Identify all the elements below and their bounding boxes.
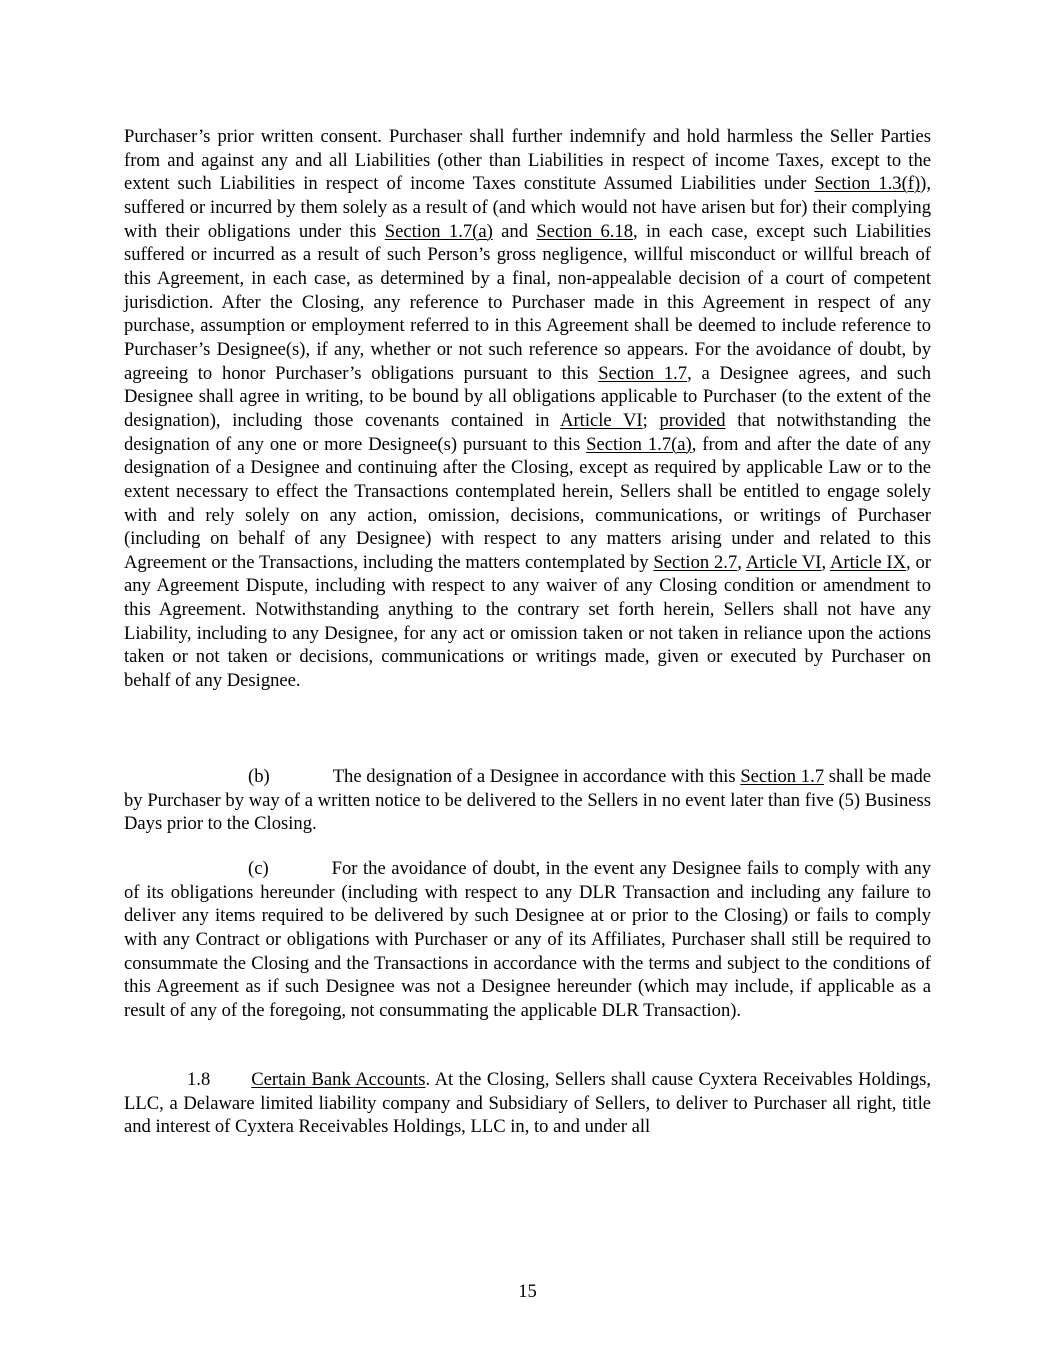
cross-reference: Article VI xyxy=(560,409,643,431)
cross-reference: Section 2.7 xyxy=(653,551,738,573)
paragraph-label: (b) xyxy=(248,766,270,787)
section-1-8: 1.8 Certain Bank Accounts. At the Closing, Sellers shall cause Cyxtera Receivables Holdings, LLC, a Delaware limited liability company and Subsidiary of Sellers, to deliver to Purchaser all right, title and interest of Cyxtera Receivables Holdings, LLC in, to and under all xyxy=(124,1069,931,1138)
cross-reference: Section 1.7 xyxy=(598,362,688,384)
paragraph-label: (c) xyxy=(248,858,269,879)
cross-reference: Article VI xyxy=(745,551,822,573)
cross-reference: Section 1.3(f) xyxy=(814,173,921,195)
cross-reference: Section 1.7(a) xyxy=(586,433,692,455)
cross-reference: Section 1.7(a) xyxy=(384,220,493,242)
paragraph-b: (b) The designation of a Designee in accordance with this Section 1.7 shall be made by Purchaser by way of a written notice to be delivered to the Sellers in no event later than five (5) Business Days prior to the Closing. xyxy=(124,766,931,835)
cross-reference: Article IX xyxy=(829,551,907,573)
section-number: 1.8 xyxy=(187,1069,211,1090)
page-number: 15 xyxy=(518,1281,537,1302)
section-heading: Certain Bank Accounts xyxy=(251,1069,426,1090)
paragraph-c: (c) For the avoidance of doubt, in the event any Designee fails to comply with any of its obligations hereunder (including with respect to any DLR Transaction and including any failure to deliver any items required to be delivered by such Designee at or prior to the Closing) or fails to comply with any Contract or obligations with Purchaser or any of its Affiliates, Purchaser shall still be required to consummate the Closing and the Transactions in accordance with the terms and subject to the conditions of this Agreement as if such Designee was not a Designee hereunder (which may include, if applicable as a result of any of the foregoing, not consummating the applicable DLR Transaction). xyxy=(124,858,931,1021)
cross-reference: Section 1.7 xyxy=(740,766,825,787)
paragraph-a-continued: Purchaser’s prior written consent. Purchaser shall further indemnify and hold harmless the Seller Parties from and against any and all Liabilities (other than Liabilities in respect of income Taxes, except to the extent such Liabilities in respect of income Taxes constitute Assumed Liabilities under Section 1.3(f)), suffered or incurred by them solely as a result of (and which would not have arisen but for) their complying with their obligations under this Section 1.7(a) and Section 6.18, in each case, except such Liabilities suffered or incurred as a result of such Person’s gross negligence, willful misconduct or willful breach of this Agreement, in each case, as determined by a final, non-appealable decision of a court of competent jurisdiction. After the Closing, any reference to Purchaser made in this Agreement in respect of any purchase, assumption or employment referred to in this Agreement shall be deemed to include reference to Purchaser’s Designee(s), if any, whether or not such reference so appears. For the avoidance of doubt, by agreeing to honor Purchaser’s obligations pursuant to this Section 1.7, a Designee agrees, and such Designee shall agree in writing, to be bound by all obligations applicable to Purchaser (to the extent of the designation), including those covenants contained in Article VI; provided that notwithstanding the designation of any one or more Designee(s) pursuant to this Section 1.7(a), from and after the date of any designation of a Designee and continuing after the Closing, except as required by applicable Law or to the extent necessary to effect the Transactions contemplated herein, Sellers shall be entitled to engage solely with and rely solely on any action, omission, decisions, communications, or writings of Purchaser (including on behalf of any Designee) with respect to any matters arising under and related to this Agreement or the Transactions, including the matters contemplated by Section 2.7, Article VI, Article IX, or any Agreement Dispute, including with respect to any waiver of any Closing condition or amendment to this Agreement. Notwithstanding anything to the contrary set forth herein, Sellers shall not have any Liability, including to any Designee, for any act or omission taken or not taken in reliance upon the actions taken or not taken or decisions, communications or writings made, given or executed by Purchaser on behalf of any Designee. xyxy=(124,126,932,692)
cross-reference: Section 6.18 xyxy=(536,220,634,242)
proviso-term: provided xyxy=(659,409,726,431)
